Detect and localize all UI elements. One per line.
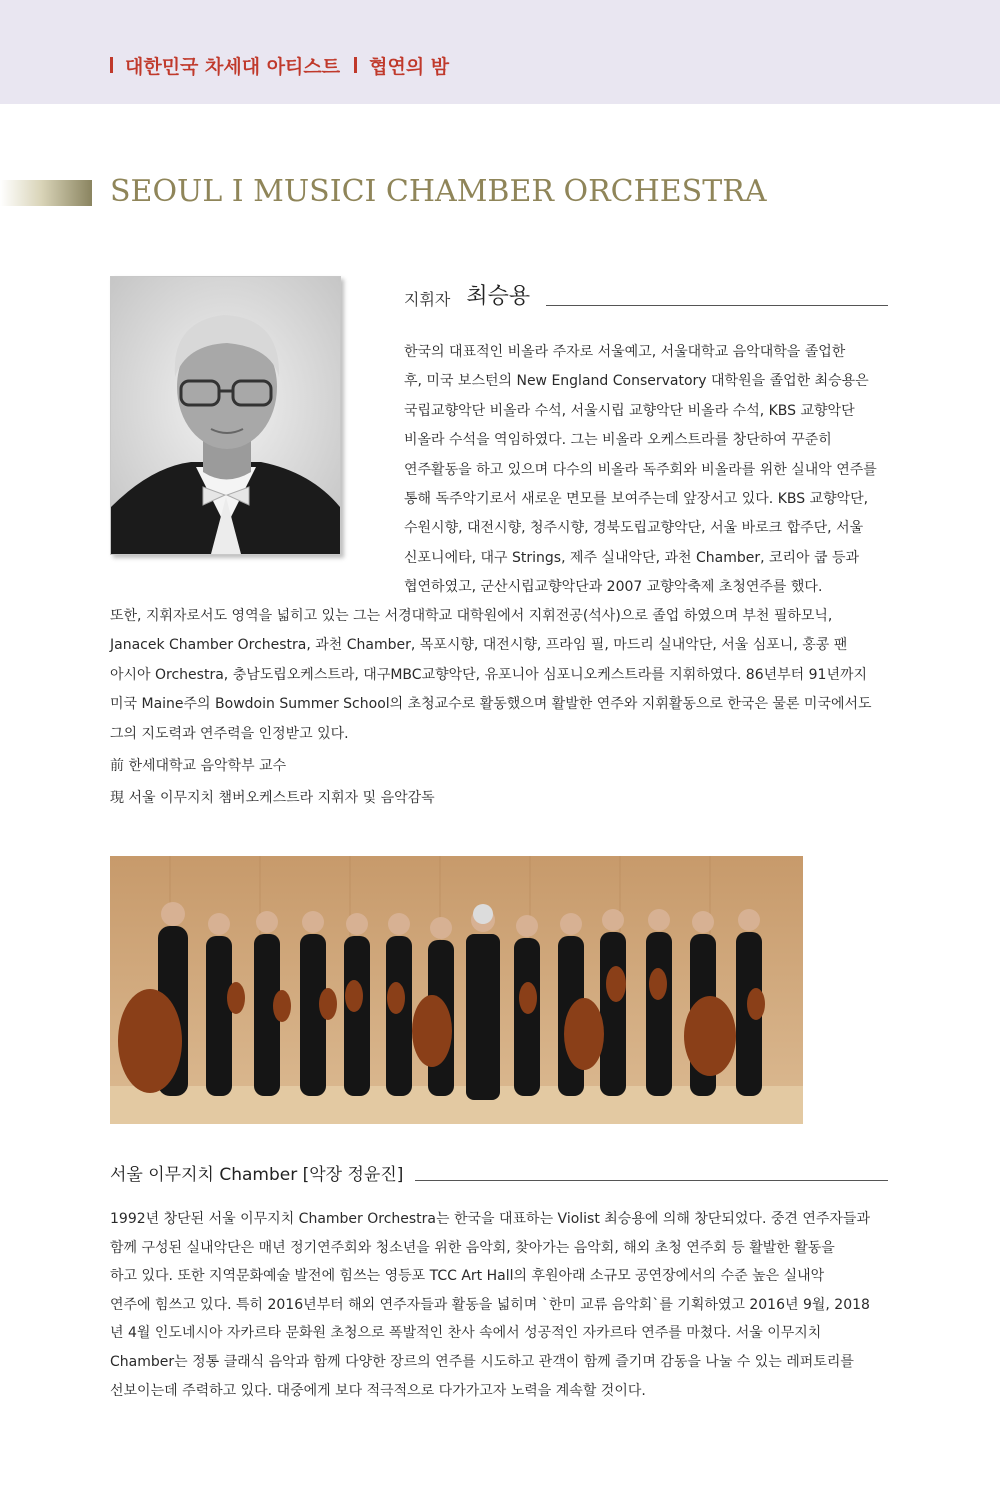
current-position: 現 서울 이무지치 챔버오케스트라 지휘자 및 음악감독 [110,790,435,806]
orchestra-description [110,1205,888,1405]
text-line: 한국의 대표적인 비올라 주자로 서울예고, 서울대학교 음악대학을 졸업한 [404,344,846,360]
conductor-bio [404,338,888,603]
text-line: Janacek Chamber Orchestra, 과천 Chamber, 목포시향, 대전시향, 프라임 필, 마드리 실내악단, 서울 심포니, 홍콩 팬 [110,637,848,654]
conductor-heading [404,280,888,310]
text-line: 그의 지도력과 연주력을 인정받고 있다. [110,725,349,742]
text-line: 미국 Maine주의 Bowdoin Summer School의 초청교수로 활동했으며 활발한 연주와 지휘활동으로 한국은 물론 미국에서도 [110,696,872,713]
text-line: 아시아 Orchestra, 충남도립오케스트라, 대구MBC교향악단, 유포니아 심포니오케스트라를 지휘하였다. 86년부터 91년까지 [110,666,868,683]
orchestra-heading-text: 서울 이무지치 Chamber [악장 정윤진] [110,1165,404,1185]
conductor-portrait [110,276,341,555]
text-line: 선보이는데 주력하고 있다. 대중에게 보다 적극적으로 다가가고자 노력을 계속할 것이다. [110,1382,646,1399]
breadcrumb-item-concert: 협연의 밤 [369,55,450,78]
text-line: 후, 미국 보스턴의 New England Conservatory 대학원을 졸업한 최승용은 [404,373,869,390]
breadcrumb [110,50,449,80]
text-line: 함께 구성된 실내악단은 매년 정기연주회와 청소년을 위한 음악회, 찾아가는 음악회, 해외 초청 연주회 등 활발한 활동을 [110,1239,835,1256]
section-title: SEOUL I MUSICI CHAMBER ORCHESTRA [110,174,767,209]
orchestra-group-photo [110,856,803,1124]
conductor-role: 지휘자 [404,290,451,309]
text-line: 수원시향, 대전시향, 청주시향, 경북도립교향악단, 서울 바로크 합주단, 서울 [404,520,864,537]
text-line: 또한, 지휘자로서도 영역을 넓히고 있는 그는 서경대학교 대학원에서 지휘전공(석사)으로 졸업 하였으며 부천 필하모닉, [110,608,833,624]
orchestra-heading [110,1155,888,1185]
title-accent-bar [0,180,92,206]
breadcrumb-item-artists: 대한민국 차세대 아티스트 [125,55,341,78]
breadcrumb-separator [354,57,357,73]
former-position: 前 한세대학교 음악학부 교수 [110,758,287,774]
text-line: 비올라 수석을 역임하였다. 그는 비올라 오케스트라를 창단하여 꾸준히 [404,432,832,449]
text-line: Chamber는 정통 클래식 음악과 함께 다양한 장르의 연주를 시도하고 관객이 함께 즐기며 감동을 나눌 수 있는 레퍼토리를 [110,1353,854,1370]
text-line: 신포니에타, 대구 Strings, 제주 실내악단, 과천 Chamber, 코리아 쿱 등과 [404,549,860,566]
heading-rule [415,1180,888,1181]
text-line: 연주활동을 하고 있으며 다수의 비올라 독주회와 비올라를 위한 실내악 연주를 [404,461,877,478]
text-line: 1992년 창단된 서울 이무지치 Chamber Orchestra는 한국을 대표하는 Violist 최승용에 의해 창단되었다. 중견 연주자들과 [110,1211,870,1227]
text-line: 협연하였고, 군산시립교향악단과 2007 교향악축제 초청연주를 했다. [404,579,823,596]
text-line: 국립교향악단 비올라 수석, 서울시립 교향악단 비올라 수석, KBS 교향악단 [404,402,855,419]
breadcrumb-separator [110,57,113,73]
conductor-name: 최승용 [466,284,531,309]
text-line: 통해 독주악기로서 새로운 면모를 보여주는데 앞장서고 있다. KBS 교향악단, [404,491,869,508]
heading-rule [546,305,888,306]
text-line: 연주에 힘쓰고 있다. 특히 2016년부터 해외 연주자들과 활동을 넓히며 `한미 교류 음악회`를 기획하였고 2016년 9월, 2018 [110,1296,870,1313]
conductor-bio-continued [110,602,888,749]
text-line: 하고 있다. 또한 지역문화예술 발전에 힘쓰는 영등포 TCC Art Hall의 후원아래 소규모 공연장에서의 수준 높은 실내악 [110,1268,825,1285]
text-line: 년 4월 인도네시아 자카르타 문화원 초청으로 폭발적인 찬사 속에서 성공적인 자카르타 연주를 마쳤다. 서울 이무지치 [110,1325,822,1342]
